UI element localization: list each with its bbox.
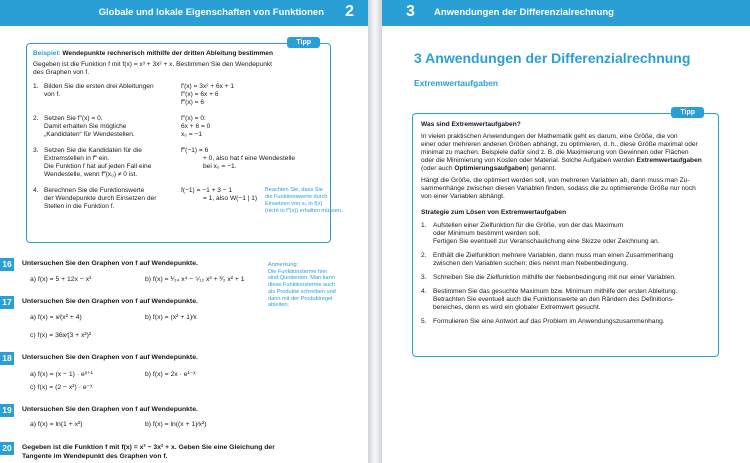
- exercise-part: a) f(x) = (x − 1) · eˣ⁺¹: [30, 371, 93, 378]
- exercise-part: b) f(x) = ln((x + 1)⁄x²): [145, 421, 207, 428]
- step-number: 3.: [33, 147, 39, 154]
- strategy-number: 1.: [421, 222, 427, 229]
- step-math: 6x + 6 = 0: [181, 123, 211, 130]
- exercise-part: b) f(x) = ¹⁄₂₄ x⁴ − ⁵⁄₁₂ x³ + ³⁄₂ x² + 1: [145, 276, 245, 283]
- exercise-number: 16: [0, 258, 14, 271]
- step-text: Wendestelle, wenn f‴(x₀) ≠ 0 ist.: [44, 171, 138, 178]
- step-math: f‴(x) = 6: [181, 99, 205, 106]
- strategy-text: Formulieren Sie eine Antwort auf das Problem im Anwendungszusammenhang.: [433, 318, 665, 325]
- extremwert-tipp-box: [412, 109, 719, 357]
- tipp-question: Was sind Extremwertaufgaben?: [421, 121, 521, 128]
- step-math: f‴(−1) = 6: [181, 147, 209, 154]
- step-math: = 1, also W(−1 | 1): [203, 195, 258, 202]
- paragraph-line: (oder auch Optimierungsaufgaben) genannt.: [421, 165, 557, 172]
- step-number: 4.: [33, 187, 39, 194]
- paragraph-line: von einer Variablen abhängt.: [421, 193, 505, 200]
- note-line: Die Funktionsterme hier: [268, 268, 328, 275]
- strategy-number: 3.: [421, 274, 427, 281]
- step-math: f″(x) = 0:: [181, 115, 206, 122]
- example-given-line-2: des Graphen von f.: [33, 69, 90, 76]
- exercise-part: a) f(x) = ln(1 + x²): [30, 421, 83, 428]
- exercise-number: 20: [0, 442, 14, 455]
- strategy-number: 2.: [421, 252, 427, 259]
- step-math: x₀ = −1: [181, 131, 203, 138]
- exercise-part: c) f(x) = (2 − x²) · e⁻ˣ: [30, 384, 93, 391]
- right-page: [382, 0, 750, 463]
- paragraph-line: In vielen praktischen Anwendungen der Mathematik geht es darum, eine Größe, die von: [421, 133, 678, 140]
- paragraph-line: einer oder mehreren anderen Größen abhängt, zu optimieren, d. h., diese Größe maximal oder: [421, 141, 698, 148]
- note-line: als Produkte schreiben und: [268, 288, 336, 295]
- paragraph-line: sammenhänge zwischen diesen Variablen finden, sodass die zu optimierende Größe nur noch: [421, 185, 696, 192]
- example-side-note-line: die Funktionswerte durch: [265, 194, 328, 200]
- step-text: Die Funktion f hat auf jeden Fall eine: [44, 163, 152, 170]
- step-text: Setzen Sie die Kandidaten für die: [44, 147, 142, 154]
- strategy-text: Betrachten Sie eventuell auch die Funktionswerte an den Rändern des Definitions-: [433, 296, 675, 303]
- exercise-title: Untersuchen Sie den Graphen von f auf Wendepunkte.: [22, 298, 198, 305]
- step-math: + 0, also hat f eine Wendestelle: [203, 155, 296, 162]
- step-number: 1.: [33, 83, 39, 90]
- chapter-title: 3 Anwendungen der Differenzialrechnung: [414, 50, 691, 66]
- example-side-note-line: Einsetzen von x₀ in f(x): [265, 201, 323, 207]
- right-page-header: [382, 0, 750, 26]
- example-title: Beispiel: Wendepunkte rechnerisch mithilfe der dritten Ableitung bestimmen: [33, 50, 273, 57]
- left-page: [0, 0, 368, 463]
- step-text: von f.: [44, 91, 61, 98]
- exercise-title-continued: Tangente im Wendepunkt des Graphen von f.: [22, 453, 168, 460]
- strategy-text: Enthält die Zielfunktion mehrere Variablen, dann muss man einen Zusammenhang: [433, 252, 674, 259]
- strategy-text: Bestimmen Sie das gesuchte Maximum bzw. Minimum mithilfe der ersten Ableitung.: [433, 288, 678, 295]
- note-line: dann mit der Produktregel: [268, 295, 333, 302]
- left-header-number: 2: [345, 3, 354, 20]
- step-text: „Kandidaten“ für Wendestellen.: [44, 131, 135, 138]
- tipp-label: Tipp: [671, 107, 704, 118]
- exercise-part: a) f(x) = 5 + 12x − x³: [30, 276, 92, 283]
- paragraph-line: oder die Minimierung von Kosten oder Material. Solche Aufgaben werden Extremwertaufgaben: [421, 157, 702, 164]
- tipp-label: Tipp: [287, 37, 320, 48]
- step-number: 2.: [33, 115, 39, 122]
- paragraph-line: Hängt die Größe, die optimiert werden soll, von mehreren Variablen ab, dann muss man Zu-: [421, 177, 690, 184]
- note-line: Anmerkung:: [268, 262, 299, 268]
- note-line: sind Quotienten. Man kann: [268, 275, 335, 282]
- example-side-note-line: Beachten Sie, dass Sie: [265, 187, 323, 193]
- strategy-title: Strategie zum Lösen von Extremwertaufgaben: [421, 209, 567, 216]
- example-side-note-line: (nicht in f″(x)) erhalten müssen.: [265, 208, 343, 214]
- left-page-header: [0, 0, 368, 26]
- chapter-subtitle: Extremwertaufgaben: [414, 78, 499, 88]
- strategy-text: Aufstellen einer Zielfunktion für die Größe, von der das Maximum: [433, 222, 624, 229]
- left-header-title: Globale und lokale Eigenschaften von Funktionen: [98, 7, 324, 18]
- step-math: f(−1) = −1 + 3 − 1: [181, 187, 233, 194]
- note-line: diese Funktionsterme auch: [268, 282, 336, 289]
- step-text: Bilden Sie die ersten drei Ableitungen: [44, 83, 154, 90]
- strategy-number: 4.: [421, 288, 427, 295]
- exercise-part: b) f(x) = 2x · e¹⁻ˣ: [145, 371, 196, 378]
- exercise-number: 17: [0, 296, 14, 309]
- exercise-part: a) f(x) = x⁄(x² + 4): [30, 314, 82, 321]
- step-math: f″(x) = 6x + 6: [181, 91, 219, 98]
- strategy-text: oder Minimum bestimmt werden soll.: [433, 230, 541, 237]
- exercise-title: Untersuchen Sie den Graphen von f auf Wendepunkte.: [22, 406, 198, 413]
- exercise-title: Gegeben ist die Funktion f mit f(x) = x³ − 3x² + x. Geben Sie eine Gleichung der: [22, 444, 275, 451]
- paragraph-line: minimal zu machen. Beispiele dafür sind z. B. die Maximierung von Gewinnen oder Flächen: [421, 149, 689, 156]
- exercise-title: Untersuchen Sie den Graphen von f auf Wendepunkte.: [22, 260, 198, 267]
- step-text: der Wendepunkte durch Einsetzen der: [44, 195, 157, 202]
- right-header-number: 3: [406, 3, 415, 20]
- step-text: Extremstellen in f‴ ein.: [44, 155, 110, 162]
- strategy-text: zwischen den Variablen suchen; dies nennt man Nebenbedingung.: [433, 260, 628, 267]
- step-text: Stellen in die Funktion f.: [44, 203, 115, 210]
- step-text: Damit erhalten Sie mögliche: [44, 123, 127, 130]
- example-given-line-1: Gegeben ist die Funktion f mit f(x) = x³ + 3x² + x. Bestimmen Sie den Wendepunkt: [33, 61, 273, 68]
- margin-note: [268, 262, 358, 309]
- strategy-number: 5.: [421, 318, 427, 325]
- book-spine: [368, 0, 382, 463]
- exercise-part: b) f(x) = (x² + 1)⁄x: [145, 314, 197, 321]
- exercise-number: 19: [0, 404, 14, 417]
- right-header-title: Anwendungen der Differenzialrechnung: [434, 7, 614, 18]
- step-text: Berechnen Sie die Funktionswerte: [44, 187, 145, 194]
- note-line: ableiten.: [268, 302, 290, 309]
- exercise-part: c) f(x) = 36x⁄(3 + x²)²: [30, 332, 92, 339]
- example-tipp-box: [26, 39, 343, 243]
- exercise-number: 18: [0, 352, 14, 365]
- step-math: bei x₀ = −1.: [203, 163, 237, 170]
- strategy-text: bereiches, denn es wird ein globaler Extremwert gesucht.: [433, 304, 601, 311]
- exercise-title: Untersuchen Sie den Graphen von f auf Wendepunkte.: [22, 354, 198, 361]
- step-math: f′(x) = 3x² + 6x + 1: [181, 83, 235, 90]
- step-text: Setzen Sie f″(x) = 0.: [44, 115, 103, 122]
- strategy-text: Fertigen Sie eventuell zur Veranschaulichung eine Skizze oder Zeichnung an.: [433, 238, 660, 245]
- strategy-text: Schreiben Sie die Zielfunktion mithilfe der Nebenbedingung mit nur einer Variablen.: [433, 274, 676, 281]
